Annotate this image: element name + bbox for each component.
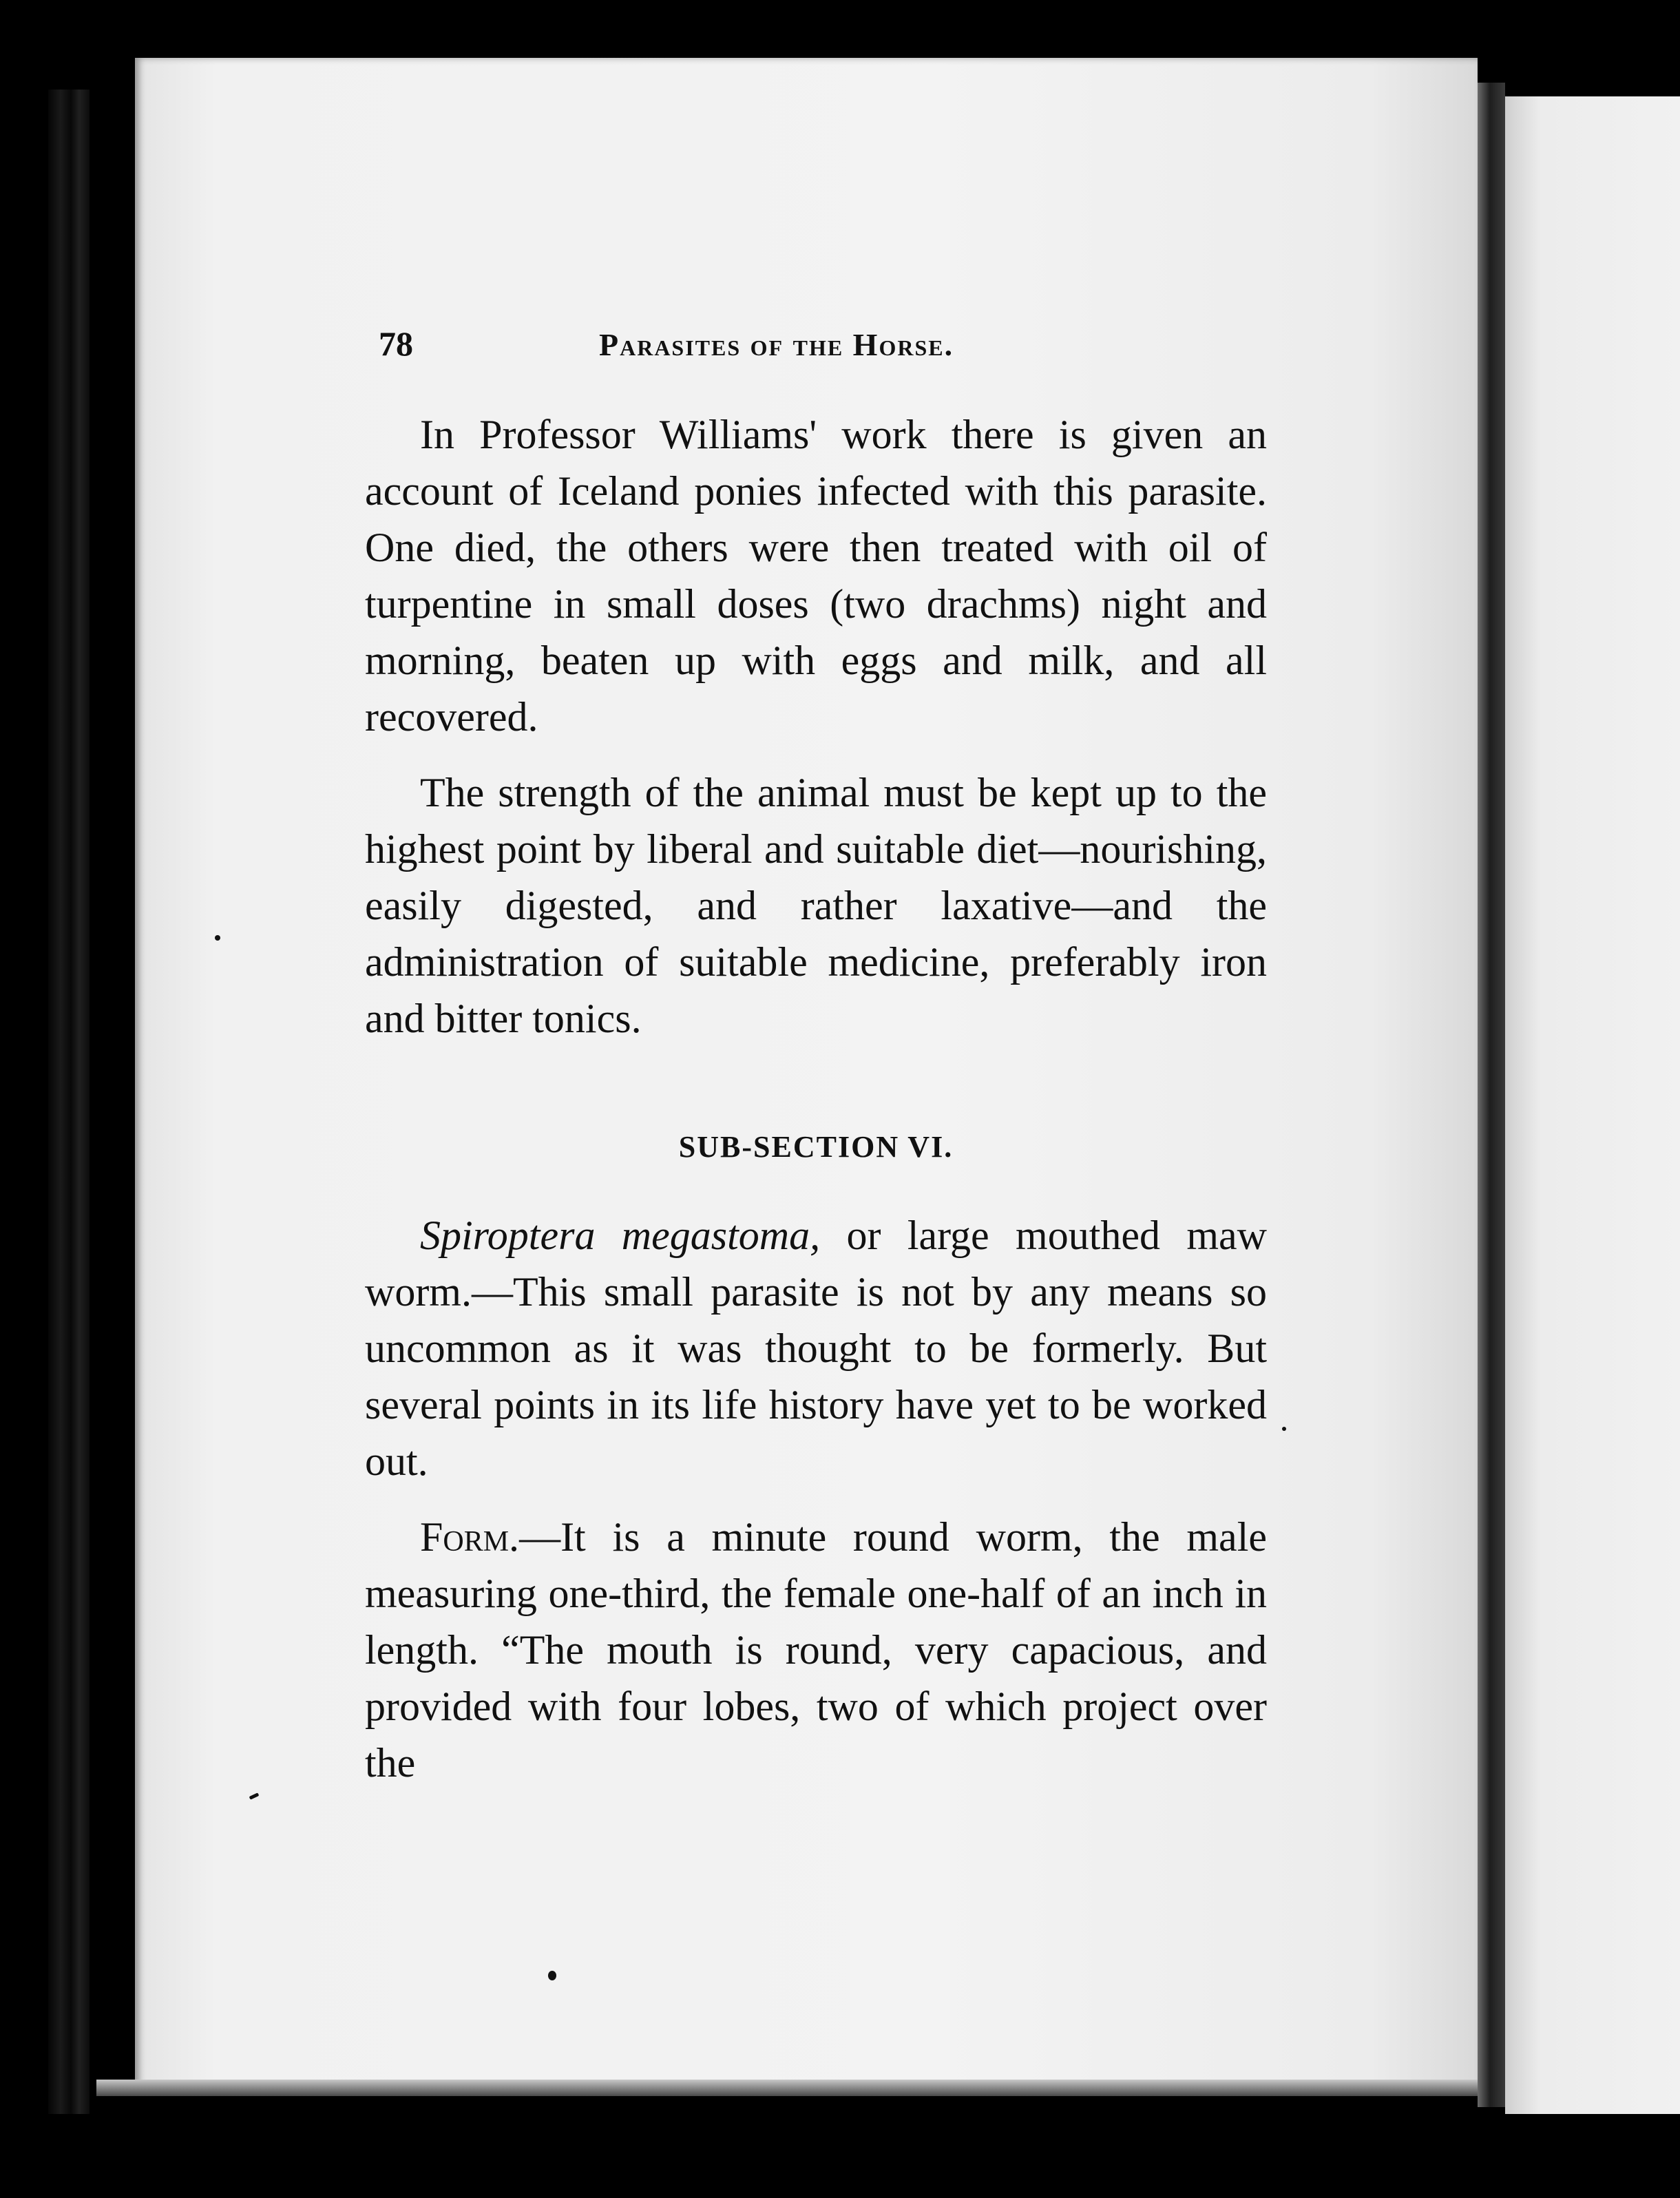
speck <box>1282 1427 1286 1431</box>
species-name: Spiroptera megastoma, <box>420 1213 821 1258</box>
page-text <box>365 324 1267 1791</box>
paragraph-4-text: —It is a minute round worm, the male measuring one-third, the female one-half of an inch in length. “The mouth is round, very capacious, and provided with four lobes, two of which project over the <box>365 1514 1267 1786</box>
page-number: 78 <box>379 324 413 363</box>
paragraph-1: In Professor Williams' work there is given an account of Iceland ponies infected with this parasite. One died, the others were then treated with oil of turpentine in small doses (two drachms) night and morning, beaten up with eggs and milk, and all recovered. <box>365 412 1267 740</box>
speck <box>215 935 220 941</box>
paragraph-3 <box>365 1207 1267 1489</box>
form-lead: Form. <box>420 1514 520 1560</box>
left-page-bottom-edge <box>96 2080 1480 2096</box>
paragraph-3-text: or large mouthed maw worm.—This small parasite is not by any means so uncommon as it was thought to be formerly. But several points in its life history have yet to be worked out. <box>365 1213 1267 1484</box>
right-page-edge <box>1505 96 1680 2114</box>
book-spine <box>48 90 90 2114</box>
section-heading: SUB-SECTION VI. <box>678 1130 954 1164</box>
paragraph-2: The strength of the animal must be kept up to the highest point by liberal and suitable diet—nourishing, easily digested, and rather laxative—and the administration of suitable medicine, preferably iron and bitter tonics. <box>365 770 1267 1041</box>
speck <box>548 1971 556 1980</box>
running-title: Parasites of the Horse. <box>599 327 954 362</box>
paragraph-4 <box>365 1509 1267 1791</box>
book-gutter <box>1478 83 1505 2107</box>
running-head <box>365 324 1267 365</box>
